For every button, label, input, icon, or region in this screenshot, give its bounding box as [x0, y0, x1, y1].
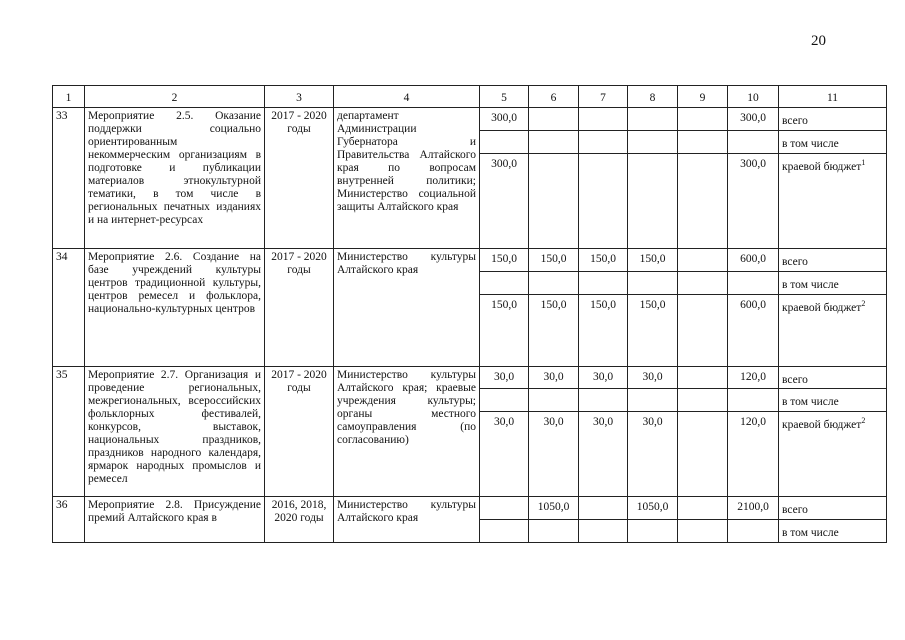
amount-cell: 600,0	[728, 294, 779, 366]
amount-cell	[678, 389, 728, 412]
amount-cell	[480, 520, 529, 543]
amount-cell	[529, 153, 579, 248]
activity-executor: Министерство культуры Алтайского края	[334, 248, 480, 366]
amount-cell: 150,0	[480, 294, 529, 366]
amount-cell	[529, 271, 579, 294]
funding-source-label: всего	[782, 255, 808, 268]
activity-executor: департамент Администрации Губернатора и Правительства Алтайского края по вопросам внутренней политики; Министерство социальной защиты Алтайского края	[334, 108, 480, 249]
table-row	[53, 497, 887, 520]
amount-cell: 30,0	[579, 412, 628, 497]
row-number: 33	[53, 108, 85, 249]
funding-source	[779, 130, 887, 153]
amount-cell: 150,0	[529, 248, 579, 271]
funding-source-label: всего	[782, 373, 808, 386]
funding-source	[779, 497, 887, 520]
activity-executor: Министерство культуры Алтайского края	[334, 497, 480, 543]
amount-cell: 150,0	[529, 294, 579, 366]
table-header-row	[53, 86, 887, 108]
amount-cell	[579, 153, 628, 248]
activity-name: Мероприятие 2.5. Оказание поддержки социально ориентированным некоммерческим организациям в подготовке и публикации материалов этнокультурной тематики, в том числе в региональных печатных изданиях и на интернет-ресурсах	[85, 108, 265, 249]
amount-cell	[628, 130, 678, 153]
amount-cell	[678, 520, 728, 543]
funding-source	[779, 271, 887, 294]
amount-cell	[728, 271, 779, 294]
funding-source	[779, 248, 887, 271]
amount-cell: 30,0	[628, 412, 678, 497]
activity-name: Мероприятие 2.8. Присуждение премий Алтайского края в	[85, 497, 265, 543]
amount-cell	[529, 130, 579, 153]
funding-source	[779, 153, 887, 248]
amount-cell	[628, 153, 678, 248]
activity-period: 2017 - 2020 годы	[265, 248, 334, 366]
amount-cell: 300,0	[728, 108, 779, 131]
amount-cell	[678, 108, 728, 131]
amount-cell	[628, 520, 678, 543]
funding-source	[779, 366, 887, 389]
amount-cell	[480, 271, 529, 294]
amount-cell: 30,0	[579, 366, 628, 389]
amount-cell: 150,0	[628, 294, 678, 366]
header-cell: 5	[480, 86, 529, 108]
activity-period: 2016, 2018, 2020 годы	[265, 497, 334, 543]
amount-cell	[678, 412, 728, 497]
header-cell: 7	[579, 86, 628, 108]
amount-cell	[480, 130, 529, 153]
amount-cell	[728, 130, 779, 153]
amount-cell	[628, 271, 678, 294]
header-cell: 4	[334, 86, 480, 108]
amount-cell: 30,0	[480, 366, 529, 389]
funding-source-label: в том числе	[782, 137, 839, 150]
amount-cell: 120,0	[728, 412, 779, 497]
amount-cell	[579, 271, 628, 294]
amount-cell: 600,0	[728, 248, 779, 271]
table-row	[53, 366, 887, 389]
header-cell: 10	[728, 86, 779, 108]
footnote-mark: 2	[861, 298, 866, 308]
amount-cell	[529, 520, 579, 543]
funding-source	[779, 520, 887, 543]
row-number: 36	[53, 497, 85, 543]
amount-cell	[678, 497, 728, 520]
activity-executor: Министерство культуры Алтайского края; краевые учреждения культуры; органы местного самоуправления (по согласованию)	[334, 366, 480, 497]
amount-cell	[579, 497, 628, 520]
header-cell: 8	[628, 86, 678, 108]
amount-cell: 30,0	[529, 412, 579, 497]
funding-source-label: всего	[782, 114, 808, 127]
funding-source	[779, 389, 887, 412]
amount-cell	[678, 271, 728, 294]
amount-cell: 300,0	[480, 108, 529, 131]
header-cell: 6	[529, 86, 579, 108]
footnote-mark: 2	[861, 416, 866, 426]
amount-cell	[678, 153, 728, 248]
page-number: 20	[811, 33, 826, 49]
table-row	[53, 108, 887, 131]
amount-cell: 30,0	[480, 412, 529, 497]
activity-period: 2017 - 2020 годы	[265, 108, 334, 249]
header-cell: 3	[265, 86, 334, 108]
amount-cell: 300,0	[480, 153, 529, 248]
row-number: 35	[53, 366, 85, 497]
amount-cell: 1050,0	[529, 497, 579, 520]
funding-source-label: всего	[782, 504, 808, 517]
amount-cell	[529, 108, 579, 131]
amount-cell	[579, 389, 628, 412]
amount-cell: 1050,0	[628, 497, 678, 520]
amount-cell: 150,0	[480, 248, 529, 271]
amount-cell	[728, 520, 779, 543]
amount-cell	[579, 130, 628, 153]
amount-cell	[480, 389, 529, 412]
amount-cell	[678, 294, 728, 366]
funding-source-label: в том числе	[782, 396, 839, 409]
funding-source-label: краевой бюджет	[782, 301, 862, 314]
row-number: 34	[53, 248, 85, 366]
amount-cell: 150,0	[579, 294, 628, 366]
header-cell: 2	[85, 86, 265, 108]
funding-source-label: краевой бюджет	[782, 160, 862, 173]
activity-name: Мероприятие 2.7. Организация и проведение региональных, межрегиональных, всероссийских фольклорных фестивалей, конкурсов, выставок, национальных праздников, праздников народного календаря, ярмарок народных промыслов и ремесел	[85, 366, 265, 497]
amount-cell	[628, 389, 678, 412]
amount-cell: 150,0	[628, 248, 678, 271]
amount-cell	[480, 497, 529, 520]
amount-cell: 120,0	[728, 366, 779, 389]
amount-cell: 300,0	[728, 153, 779, 248]
amount-cell	[678, 248, 728, 271]
header-cell: 9	[678, 86, 728, 108]
program-activities-table	[52, 85, 887, 543]
header-cell: 1	[53, 86, 85, 108]
amount-cell: 30,0	[529, 366, 579, 389]
amount-cell: 30,0	[628, 366, 678, 389]
funding-source	[779, 412, 887, 497]
amount-cell	[579, 108, 628, 131]
amount-cell	[529, 389, 579, 412]
funding-source	[779, 108, 887, 131]
funding-source-label: в том числе	[782, 278, 839, 291]
amount-cell	[579, 520, 628, 543]
footnote-mark: 1	[861, 157, 866, 167]
amount-cell	[728, 389, 779, 412]
activity-name: Мероприятие 2.6. Создание на базе учреждений культуры центров традиционной культуры, центров ремесел и фольклора, национально-культурных центров	[85, 248, 265, 366]
amount-cell	[678, 130, 728, 153]
funding-source	[779, 294, 887, 366]
activity-period: 2017 - 2020 годы	[265, 366, 334, 497]
amount-cell	[628, 108, 678, 131]
funding-source-label: краевой бюджет	[782, 419, 862, 432]
funding-source-label: в том числе	[782, 527, 839, 540]
table-row	[53, 248, 887, 271]
header-cell: 11	[779, 86, 887, 108]
amount-cell: 150,0	[579, 248, 628, 271]
amount-cell: 2100,0	[728, 497, 779, 520]
amount-cell	[678, 366, 728, 389]
